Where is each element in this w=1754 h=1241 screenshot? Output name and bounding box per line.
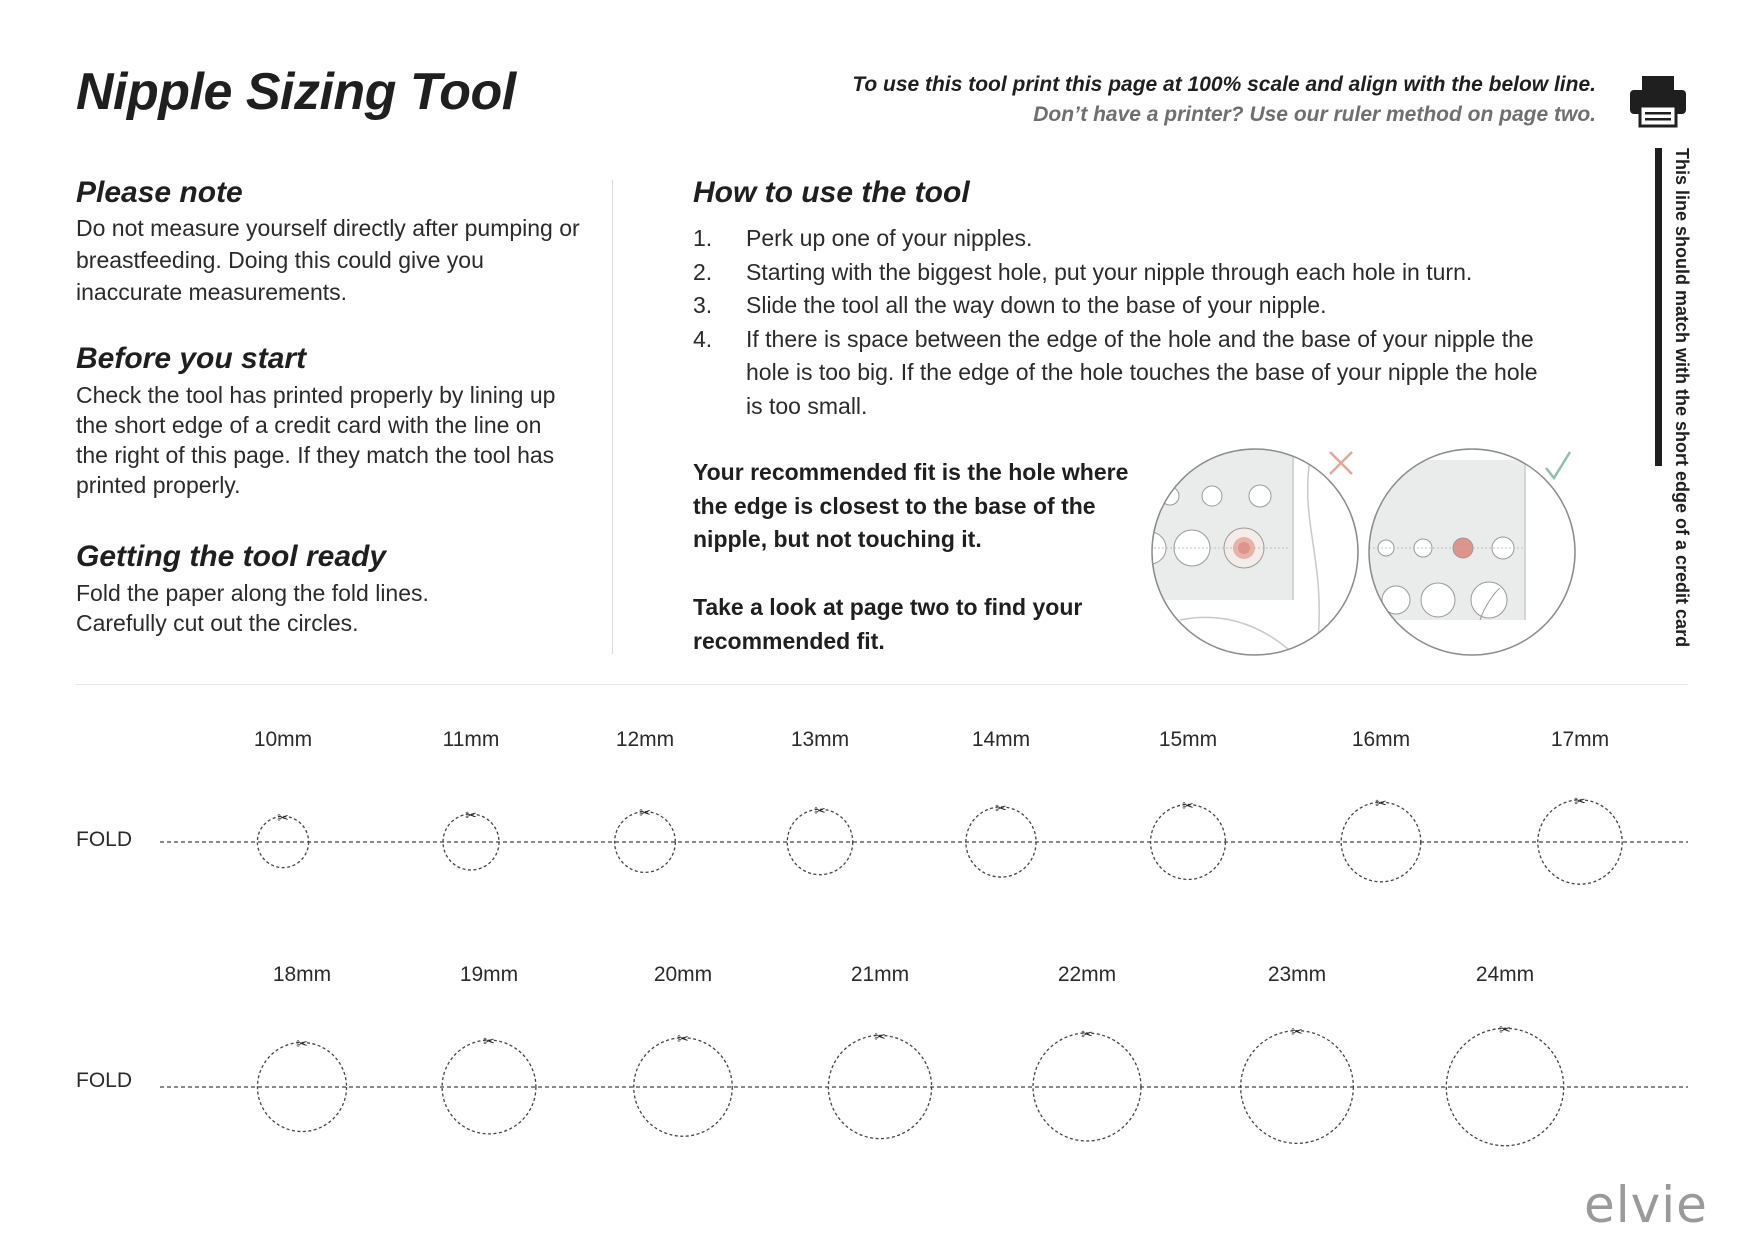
size-label-10mm: 10mm (253, 728, 313, 751)
size-label-18mm: 18mm (272, 963, 332, 986)
step-item (693, 289, 1613, 323)
scissors-icon: ✂ (296, 1035, 308, 1052)
scissors-icon: ✂ (1574, 792, 1586, 809)
size-label-24mm: 24mm (1475, 963, 1535, 986)
size-label-14mm: 14mm (971, 728, 1031, 751)
right-mark-icon (1546, 452, 1570, 478)
size-label-19mm: 19mm (459, 963, 519, 986)
scissors-icon: ✂ (1291, 1023, 1303, 1040)
credit-card-note (1666, 148, 1702, 668)
credit-card-note-text: This line should match with the short edge of a credit card (1672, 148, 1692, 648)
scissors-icon: ✂ (1375, 795, 1387, 812)
step-number: 3. (693, 292, 713, 318)
column-divider (612, 180, 613, 654)
scissors-icon: ✂ (465, 807, 477, 824)
please-note-text: Do not measure yourself directly after pumping or breastfeeding. Doing this could give you inaccurate measurements. (76, 215, 580, 305)
page-two-note: Take a look at page two to find your recommended fit. (693, 594, 1083, 654)
step-item (693, 323, 1556, 424)
please-note-heading: Please note (76, 176, 243, 209)
credit-card-alignment-line (1655, 148, 1662, 466)
step-item (693, 256, 1613, 290)
getting-ready-section (76, 540, 516, 638)
size-label-16mm: 16mm (1351, 728, 1411, 751)
step-number: 1. (693, 225, 713, 251)
scissors-icon: ✂ (1182, 797, 1194, 814)
scissors-icon: ✂ (874, 1028, 886, 1045)
step-text: If there is space between the edge of the hole and the base of your nipple the hole is too big. If the edge of the hole touches the base of your nipple the hole is too small. (746, 325, 1538, 419)
print-instruction-line: To use this tool print this page at 100% scale and align with the below line. (852, 73, 1596, 96)
step-text: Slide the tool all the way down to the base of your nipple. (746, 292, 1327, 318)
step-text: Starting with the biggest hole, put your nipple through each hole in turn. (746, 258, 1473, 285)
please-note-section (76, 176, 596, 308)
section-separator (76, 684, 1688, 685)
getting-ready-heading: Getting the tool ready (76, 540, 387, 573)
scissors-icon: ✂ (814, 802, 826, 819)
scissors-icon: ✂ (483, 1033, 495, 1050)
size-label-13mm: 13mm (790, 728, 850, 751)
step-number: 2. (693, 258, 713, 285)
size-label-22mm: 22mm (1057, 963, 1117, 986)
scissors-icon: ✂ (277, 809, 289, 826)
size-label-17mm: 17mm (1550, 728, 1610, 751)
print-instructions (852, 70, 1596, 130)
getting-ready-text: Fold the paper along the fold lines. Carefully cut out the circles. (76, 580, 429, 636)
ruler-method-note: Don’t have a printer? Use our ruler method on page two. (1033, 103, 1596, 126)
size-label-11mm: 11mm (442, 728, 500, 751)
elvie-logo: elvie (1584, 1176, 1708, 1234)
size-label-20mm: 20mm (653, 963, 713, 986)
before-start-section (76, 342, 566, 500)
scissors-icon: ✂ (1499, 1021, 1511, 1038)
how-to-steps (693, 222, 1613, 423)
size-label-23mm: 23mm (1267, 963, 1327, 986)
wrong-mark-icon (1330, 452, 1352, 474)
scissors-icon: ✂ (995, 799, 1007, 816)
cut-circle-20mm (634, 1038, 733, 1137)
correct-fit-example (1360, 440, 1580, 662)
how-to-heading: How to use the tool (693, 176, 970, 209)
fold-label: FOLD (76, 828, 133, 851)
size-label-15mm: 15mm (1158, 728, 1218, 751)
recommended-fit-text: Your recommended fit is the hole where the edge is closest to the base of the nipple, but not touching it. (693, 459, 1129, 552)
page-title: Nipple Sizing Tool (76, 63, 516, 121)
step-item (693, 222, 1613, 256)
scissors-icon: ✂ (677, 1030, 689, 1047)
scissors-icon: ✂ (1081, 1026, 1093, 1043)
step-number: 4. (693, 325, 713, 352)
fold-label: FOLD (76, 1069, 133, 1092)
fit-illustration (1150, 440, 1580, 662)
before-start-heading: Before you start (76, 342, 307, 375)
scissors-icon: ✂ (639, 804, 651, 821)
size-label-12mm: 12mm (615, 728, 675, 751)
step-text: Perk up one of your nipples. (746, 225, 1033, 251)
before-start-text: Check the tool has printed properly by lining up the short edge of a credit card with the line on the right of this page. If they match the tool has printed properly. (76, 382, 556, 498)
printer-icon (1628, 74, 1688, 128)
size-label-21mm: 21mm (850, 963, 910, 986)
